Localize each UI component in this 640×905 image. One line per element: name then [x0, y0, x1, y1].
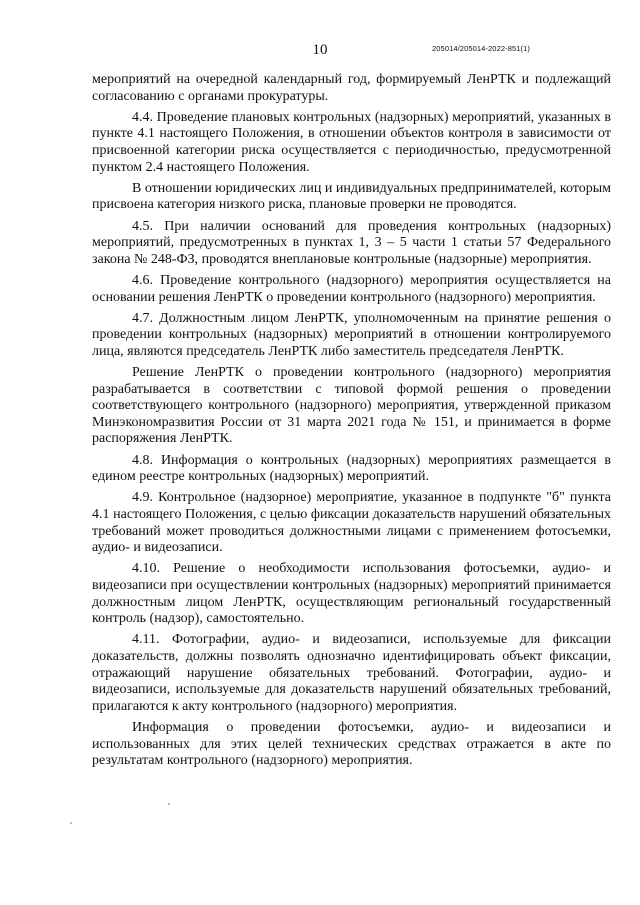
paragraph-4-10: 4.10. Решение о необходимости использования фотосъемки, аудио- и видеозаписи при осуществлении контрольных (надзорных) мероприятий принимается должностным лицом ЛенРТК, осуществляющим региональный государственный контроль (надзор), самостоятельно.	[92, 561, 611, 627]
page-number: 10	[312, 42, 328, 58]
scan-artifact-mark	[70, 822, 72, 824]
paragraph-4-8: 4.8. Информация о контрольных (надзорных) мероприятиях размещается в едином реестре контрольных (надзорных) мероприятий.	[92, 452, 611, 485]
document-body	[92, 72, 611, 774]
scan-artifact-mark	[168, 803, 170, 805]
paragraph-4-11: 4.11. Фотографии, аудио- и видеозаписи, используемые для фиксации доказательств, должны позволять однозначно идентифицировать объект фиксации, отражающий нарушение обязательных требований. Фотографии, аудио- и видеозаписи, используемые для доказательств нарушений обязательных требований, прилагаются к акту контрольного (надзорного) мероприятия.	[92, 632, 611, 714]
document-code: 205014/205014-2022-851(1)	[432, 44, 530, 53]
paragraph-recording-info: Информация о проведении фотосъемки, аудио- и видеозаписи и использованных для этих целей технических средствах отражается в акте по результатам контрольного (надзорного) мероприятия.	[92, 719, 611, 769]
paragraph-4-7: 4.7. Должностным лицом ЛенРТК, уполномоченным на принятие решения о проведении контрольных (надзорных) мероприятий в отношении контролируемого лица, являются председатель ЛенРТК либо заместитель председателя ЛенРТК.	[92, 310, 611, 359]
paragraph-4-5: 4.5. При наличии оснований для проведения контрольных (надзорных) мероприятий, предусмотренных в пунктах 1, 3 – 5 части 1 статьи 57 Федерального закона № 248-ФЗ, проводятся внеплановые контрольные (надзорные) мероприятия.	[92, 218, 611, 267]
paragraph-continuation: мероприятий на очередной календарный год, формируемый ЛенРТК и подлежащий согласованию с органами прокуратуры.	[92, 72, 611, 104]
paragraph-4-6: 4.6. Проведение контрольного (надзорного) мероприятия осуществляется на основании решения ЛенРТК о проведении контрольного (надзорного) мероприятия.	[92, 272, 611, 305]
paragraph-low-risk: В отношении юридических лиц и индивидуальных предпринимателей, которым присвоена категория низкого риска, плановые проверки не проводятся.	[92, 180, 611, 213]
paragraph-4-9: 4.9. Контрольное (надзорное) мероприятие, указанное в подпункте "б" пункта 4.1 настоящего Положения, с целью фиксации доказательств нарушений обязательных требований может проводиться должностными лицами с применением фотосъемки, аудио- и видеозаписи.	[92, 490, 611, 556]
paragraph-4-4: 4.4. Проведение плановых контрольных (надзорных) мероприятий, указанных в пункте 4.1 настоящего Положения, в отношении объектов контроля в зависимости от присвоенной категории риска осуществляется с периодичностью, предусмотренной пунктом 2.4 настоящего Положения.	[92, 109, 611, 175]
paragraph-decision: Решение ЛенРТК о проведении контрольного (надзорного) мероприятия разрабатывается в соответствии с типовой формой решения о проведении соответствующего контрольного (надзорного) мероприятия, утвержденной приказом Минэкономразвития России от 31 марта 2021 года № 151, и принимается в форме распоряжения ЛенРТК.	[92, 365, 611, 447]
